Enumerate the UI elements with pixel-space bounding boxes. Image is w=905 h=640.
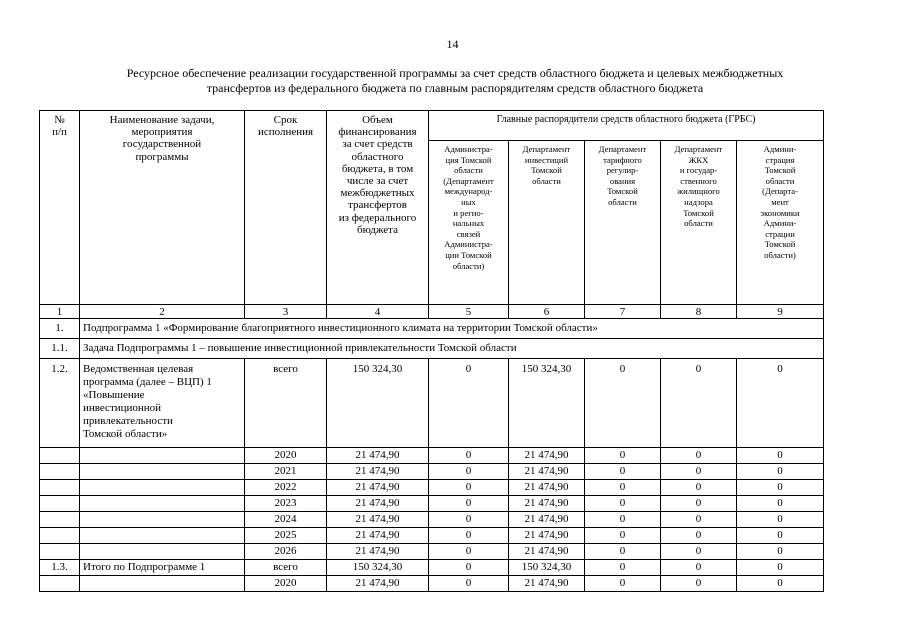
year-row	[40, 544, 824, 560]
page-number: 14	[446, 37, 459, 51]
grbs-cell: 21 474,90	[509, 528, 585, 544]
task-title: Задача Подпрограммы 1 – повышение инвестиционной привлекательности Томской области	[80, 339, 824, 359]
term-cell: всего	[245, 560, 327, 576]
term-cell: 2021	[245, 464, 327, 480]
grbs-cell: 150 324,30	[509, 359, 585, 448]
vcp-name: Ведомственная целевая программа (далее – ВЦП) 1 «Повышение инвестиционной привлекательности Томской области»	[80, 359, 245, 448]
grbs-cell: 0	[737, 512, 824, 528]
grbs-cell: 0	[585, 448, 661, 464]
grbs-cell: 150 324,30	[509, 560, 585, 576]
grbs-cell: 21 474,90	[509, 448, 585, 464]
grbs-cell: 0	[429, 480, 509, 496]
grbs-cell: 0	[585, 464, 661, 480]
grbs-cell: 0	[661, 448, 737, 464]
grbs-cell: 0	[429, 544, 509, 560]
row-number: 1.1.	[40, 339, 80, 359]
grbs-cell: 0	[661, 544, 737, 560]
total-cell: 150 324,30	[327, 560, 429, 576]
grbs-cell: 0	[429, 576, 509, 592]
subtotal-year-row	[40, 576, 824, 592]
term-cell: 2025	[245, 528, 327, 544]
year-row	[40, 496, 824, 512]
col-number: 4	[327, 305, 429, 319]
grbs-cell: 0	[737, 464, 824, 480]
task-row	[40, 339, 824, 359]
grbs-cell: 0	[661, 528, 737, 544]
grbs-cell: 0	[429, 512, 509, 528]
term-cell: 2022	[245, 480, 327, 496]
col-number: 8	[661, 305, 737, 319]
header-col-9: Админи- страция Томской области (Департа- мент экономики Админи- страции Томской области)	[737, 141, 824, 305]
col-number: 2	[80, 305, 245, 319]
col-number: 7	[585, 305, 661, 319]
resource-table	[39, 110, 824, 592]
header-col-5: Администра- ция Томской области (Департамент международ- ных и регио- нальных связей Администра- ции Томской области)	[429, 141, 509, 305]
grbs-cell: 0	[661, 576, 737, 592]
header-grbs: Главные распорядители средств областного бюджета (ГРБС)	[429, 111, 824, 141]
grbs-cell: 0	[585, 544, 661, 560]
col-number: 6	[509, 305, 585, 319]
row-number: 1.2.	[40, 359, 80, 448]
total-cell: 21 474,90	[327, 480, 429, 496]
total-cell: 21 474,90	[327, 464, 429, 480]
grbs-cell: 0	[585, 560, 661, 576]
grbs-cell: 0	[661, 359, 737, 448]
grbs-cell: 0	[661, 512, 737, 528]
total-cell: 21 474,90	[327, 448, 429, 464]
term-cell: 2026	[245, 544, 327, 560]
grbs-cell: 0	[585, 576, 661, 592]
term-cell: 2020	[245, 448, 327, 464]
grbs-cell: 0	[737, 496, 824, 512]
subprogram-title: Подпрограмма 1 «Формирование благоприятного инвестиционного климата на территории Томской области»	[80, 319, 824, 339]
grbs-cell: 0	[585, 512, 661, 528]
total-cell: 150 324,30	[327, 359, 429, 448]
header-col-num: № п/п	[40, 111, 80, 305]
grbs-cell: 0	[585, 480, 661, 496]
grbs-cell: 0	[585, 496, 661, 512]
col-number: 5	[429, 305, 509, 319]
document-title	[60, 66, 850, 96]
grbs-cell: 0	[585, 359, 661, 448]
grbs-cell: 0	[429, 560, 509, 576]
subprogram-row	[40, 319, 824, 339]
header-row-1	[40, 111, 824, 141]
vcp-row	[40, 359, 824, 448]
grbs-cell: 0	[737, 448, 824, 464]
grbs-cell: 0	[737, 528, 824, 544]
grbs-cell: 0	[737, 480, 824, 496]
total-cell: 21 474,90	[327, 576, 429, 592]
col-number: 9	[737, 305, 824, 319]
total-cell: 21 474,90	[327, 512, 429, 528]
header-col-6: Департамент инвестиций Томской области	[509, 141, 585, 305]
title-line-2: трансфертов из федерального бюджета по главным распорядителям средств областного бюджета	[206, 81, 704, 95]
grbs-cell: 0	[661, 560, 737, 576]
grbs-cell: 0	[737, 544, 824, 560]
grbs-cell: 0	[661, 496, 737, 512]
grbs-cell: 21 474,90	[509, 496, 585, 512]
grbs-cell: 0	[429, 528, 509, 544]
term-cell: 2020	[245, 576, 327, 592]
header-col-term: Срок исполнения	[245, 111, 327, 305]
col-number: 3	[245, 305, 327, 319]
grbs-cell: 0	[429, 359, 509, 448]
grbs-cell: 0	[737, 576, 824, 592]
term-cell: 2023	[245, 496, 327, 512]
grbs-cell: 21 474,90	[509, 480, 585, 496]
grbs-cell: 0	[429, 496, 509, 512]
year-row	[40, 464, 824, 480]
grbs-cell: 21 474,90	[509, 544, 585, 560]
row-number: 1.3.	[40, 560, 80, 576]
term-cell: всего	[245, 359, 327, 448]
grbs-cell: 0	[661, 480, 737, 496]
grbs-cell: 0	[429, 448, 509, 464]
grbs-cell: 0	[585, 528, 661, 544]
total-cell: 21 474,90	[327, 544, 429, 560]
term-cell: 2024	[245, 512, 327, 528]
column-numbers-row	[40, 305, 824, 319]
year-row	[40, 528, 824, 544]
subtotal-row	[40, 560, 824, 576]
title-line-1: Ресурсное обеспечение реализации государственной программы за счет средств областного бюджета и целевых межбюджетных	[126, 66, 784, 80]
grbs-cell: 21 474,90	[509, 576, 585, 592]
subtotal-name: Итого по Подпрограмме 1	[80, 560, 245, 576]
year-row	[40, 512, 824, 528]
header-col-8: Департамент ЖКХ и государ- ственного жилищного надзора Томской области	[661, 141, 737, 305]
grbs-cell: 0	[737, 560, 824, 576]
grbs-cell: 21 474,90	[509, 512, 585, 528]
col-number: 1	[40, 305, 80, 319]
header-col-7: Департамент тарифного регулир- ования Томской области	[585, 141, 661, 305]
year-row	[40, 448, 824, 464]
grbs-cell: 0	[429, 464, 509, 480]
header-col-name: Наименование задачи, мероприятия государственной программы	[80, 111, 245, 305]
total-cell: 21 474,90	[327, 496, 429, 512]
header-col-volume: Объем финансирования за счет средств областного бюджета, в том числе за счет межбюджетных трансфертов из федерального бюджета	[327, 111, 429, 305]
grbs-cell: 0	[661, 464, 737, 480]
grbs-cell: 21 474,90	[509, 464, 585, 480]
grbs-cell: 0	[737, 359, 824, 448]
row-number: 1.	[40, 319, 80, 339]
total-cell: 21 474,90	[327, 528, 429, 544]
year-row	[40, 480, 824, 496]
